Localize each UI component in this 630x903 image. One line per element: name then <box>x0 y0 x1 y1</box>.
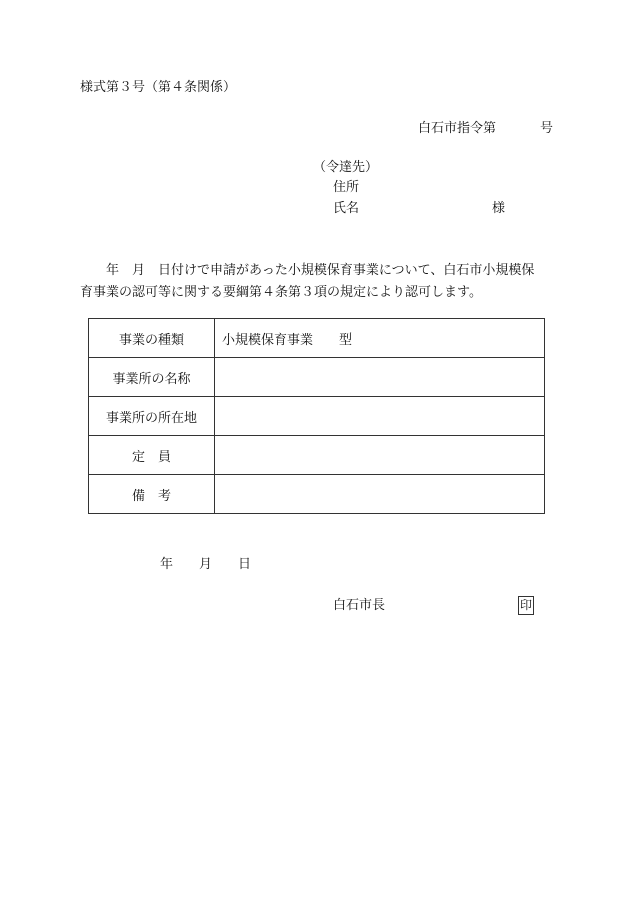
reference-number-prefix: 白石市指令第 <box>418 121 497 136</box>
addressee-name-label: 氏名 <box>333 201 360 216</box>
row-value-facility-name <box>215 358 545 397</box>
reference-number-suffix: 号 <box>540 121 554 136</box>
table-row <box>89 436 545 475</box>
row-label-facility-address: 事業所の所在地 <box>89 397 215 436</box>
addressee-address-label: 住所 <box>333 180 360 195</box>
row-label-remarks: 備 考 <box>89 475 215 514</box>
facility-info-table <box>88 318 545 514</box>
table-row <box>89 397 545 436</box>
row-label-facility-name: 事業所の名称 <box>89 358 215 397</box>
row-value-business-type: 小規模保育事業 型 <box>215 319 545 358</box>
approval-statement-line-1: 年 月 日付けで申請があった小規模保育事業について、白石市小規模保 <box>80 263 535 278</box>
issuer-title: 白石市長 <box>333 598 386 613</box>
row-value-facility-address <box>215 397 545 436</box>
seal-stamp-box: 印 <box>518 596 534 615</box>
addressee-header: （令達先） <box>313 160 379 175</box>
table-row <box>89 358 545 397</box>
row-value-capacity <box>215 436 545 475</box>
table-row <box>89 475 545 514</box>
row-label-business-type: 事業の種類 <box>89 319 215 358</box>
issue-date: 年 月 日 <box>160 557 252 572</box>
row-value-remarks <box>215 475 545 514</box>
approval-statement <box>80 260 560 304</box>
table-row <box>89 319 545 358</box>
row-label-capacity: 定 員 <box>89 436 215 475</box>
approval-statement-line-2: 育事業の認可等に関する要綱第４条第３項の規定により認可します。 <box>80 285 482 300</box>
addressee-honorific: 様 <box>492 201 506 216</box>
form-number: 様式第３号（第４条関係） <box>80 80 237 95</box>
